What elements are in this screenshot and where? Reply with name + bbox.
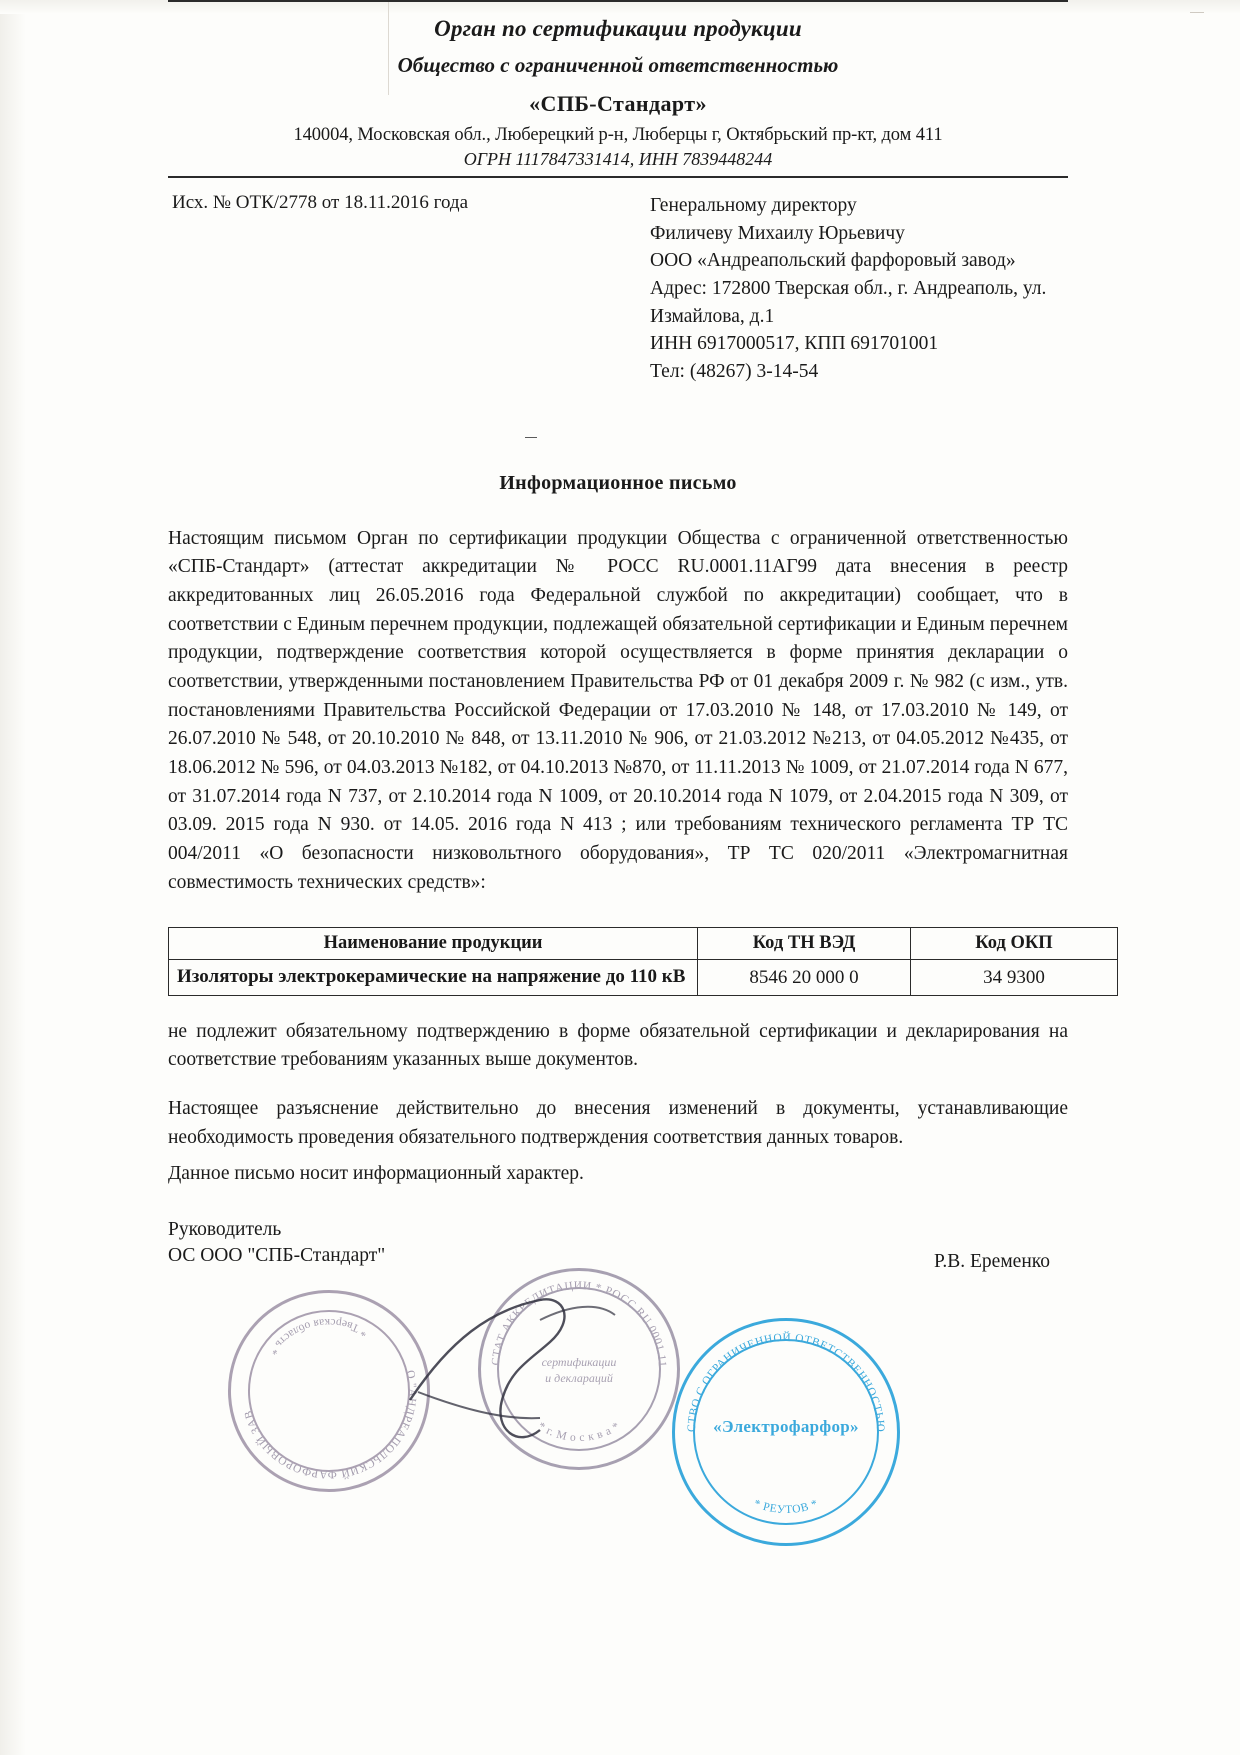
svg-text:* Тверская область * <box>261 1307 371 1359</box>
letterhead-bottom-rule <box>168 176 1068 178</box>
signer-role-line-2: ОС ООО "СПБ-Стандарт" <box>168 1245 386 1267</box>
validity-paragraph: Настоящее разъяснение действительно до внесения изменений в документы, устанавливающие необходимость проведения обязательного подтверждения соответствия данных товаров. <box>168 1097 1068 1148</box>
addressee-line-3: ООО «Андреапольский фарфоровый завод» <box>650 250 1016 272</box>
letterhead-org-type: Орган по сертификации продукции <box>434 16 802 41</box>
svg-text:АТТЕСТАТ АККРЕДИТАЦИИ * РОСС <box>477 1262 668 1368</box>
product-table <box>168 927 1118 995</box>
letterhead <box>168 2 1068 170</box>
table-cell-tnved: 8546 20 000 0 <box>698 960 911 995</box>
letterhead-registration: ОГРН 1117847331414, ИНН 7839448244 <box>463 149 773 169</box>
stamp-purple-left-ring-bottom: * Тверская область * <box>265 1315 370 1358</box>
body-paragraph: Настоящим письмом Орган по сертификации продукции Общества с ограниченной ответственностью «СПБ-Стандарт» (аттестат аккредитации № РОСС RU.0001.11АГ99 дата внесения в реестр аккредитованных лиц 26.05.2016 года Федеральной службой по аккредитации) сообщает, что в соответствии с Единым перечнем продукции, подлежащей обязательной сертификации и Единым перечнем продукции, подтверждение соответствия которой осуществляется в форме принятия декларации о соответствии, утвержденными постановлением Правительства РФ от 01 декабря 2009 г. № 982 (с изм., утв. постановлениями Правительства Российской Федерации от 17.03.2010 № 148, от 17.03.2010 № 149, от 26.07.2010 № 548, от 20.10.2010 № 848, от 13.11.2010 № 906, от 21.03.2012 №213, от 04.05.2012 №435, от 18.06.2012 № 596, от 04.03.2013 №182, от 04.10.2013 №870, от 11.11.2013 № 1009, от 21.07.2014 года N 677, от 31.07.2014 года N 737, от 2.10.2014 года N 1009, от 20.10.2014 года N 1079, от 2.04.2015 года N 309, от 03.09. 2015 года N 930. от 14.05. 2016 года N 413 ; или требованиям технического регламента ТР ТС 004/2011 «О безопасности низковольтного оборудования», ТР ТС 020/2011 «Электромагнитная совместимость технических средств»: <box>168 527 1068 893</box>
document-content <box>168 0 1068 1270</box>
addressee-line-4: Адрес: 172800 Тверская обл., г. Андреаполь, ул. Измайлова, д.1 <box>650 278 1052 327</box>
svg-text:ОАО "АНДРЕАПОЛЬСКИЙ ФАРФОРОВЫЙ <box>241 1366 451 1514</box>
stamp-purple-left-ring <box>213 1275 452 1507</box>
addressee-line-5: ИНН 6917000517, КПП 691701001 <box>650 333 939 355</box>
table-row <box>169 960 1118 995</box>
table-header-row <box>169 928 1118 960</box>
addressee-line-2: Филичеву Михаилу Юрьевичу <box>650 222 905 244</box>
stamp-blue-center-text: «Электрофарфор» <box>713 1417 859 1436</box>
svg-text:ОБЩЕСТВО С ОГРАНИЧЕННОЙ ОТВЕТС <box>669 1312 886 1433</box>
stamp-purple-center-text-line-2: и деклараций <box>545 1370 613 1385</box>
scan-artifact-dash <box>525 437 537 438</box>
table-cell-okp: 34 9300 <box>911 960 1118 995</box>
scan-edge-left <box>0 0 26 1755</box>
table-header-okp: Код ОКП <box>911 928 1118 960</box>
letterhead-address: 140004, Московская обл., Люберецкий р-н, Люберцы г, Октябрьский пр-кт, дом 411 <box>293 125 943 145</box>
addressee-line-6: Тел: (48267) 3-14-54 <box>650 361 819 383</box>
stamp-blue-ring-bottom: * РЕУТОВ * <box>751 1497 821 1517</box>
signer-name: Р.В. Еременко <box>933 1250 1050 1272</box>
svg-text:* г. М о с к в а * <box>536 1420 623 1444</box>
stamp-purple-center <box>476 1262 680 1470</box>
signer-role-line-1: Руководитель <box>168 1218 282 1240</box>
stamp-purple-left-ring-top: ОАО "АНДРЕАПОЛЬСКИЙ ФАРФОРОВЫЙ ЗАВОД" <box>242 1369 452 1481</box>
stamp-purple-left <box>209 1271 452 1511</box>
stamp-blue-ring <box>668 1312 897 1543</box>
scan-mark-artifact <box>1190 12 1204 13</box>
svg-text:* РЕУТОВ * <box>752 1498 820 1516</box>
addressee-block <box>642 192 1068 386</box>
table-header-name: Наименование продукции <box>169 928 698 960</box>
stamp-purple-center-ring <box>476 1262 677 1467</box>
signature-block <box>168 1217 1068 1270</box>
handwritten-signature <box>390 1280 650 1470</box>
stamp-purple-center-text-line-1: сертификации <box>541 1355 617 1369</box>
addressee-line-1: Генеральному директору <box>650 195 857 216</box>
outgoing-number: Исх. № ОТК/2778 от 18.11.2016 года <box>172 192 469 213</box>
stamp-purple-center-ring-top: АТТЕСТАТ АККРЕДИТАЦИИ * РОСС RU.0001.11АГ99 <box>476 1262 669 1368</box>
table-header-tnved: Код ТН ВЭД <box>698 928 911 960</box>
table-cell-name: Изоляторы электрокерамические на напряжение до 110 кВ <box>169 960 698 995</box>
conclusion-paragraph: не подлежит обязательному подтверждению в форме обязательной сертификации и декларирования на соответствие требованиям указанных выше документов. <box>168 1020 1068 1071</box>
stamp-blue-ring-top: ОБЩЕСТВО С ОГРАНИЧЕННОЙ ОТВЕТСТВЕННОСТЬЮ ОГРН <box>668 1312 887 1433</box>
letterhead-legal-form: Общество с ограниченной ответственностью <box>397 53 839 77</box>
header-block <box>168 192 1068 386</box>
letterhead-company-name: «СПБ-Стандарт» <box>529 91 707 116</box>
page-title: Информационное письмо <box>499 471 737 494</box>
note-paragraph: Данное письмо носит информационный характер. <box>168 1163 584 1185</box>
stamp-purple-center-ring-bottom: * г. М о с к в а * <box>535 1420 623 1445</box>
stamp-purple-center-text <box>481 1355 677 1386</box>
stamp-blue-company <box>668 1312 900 1546</box>
